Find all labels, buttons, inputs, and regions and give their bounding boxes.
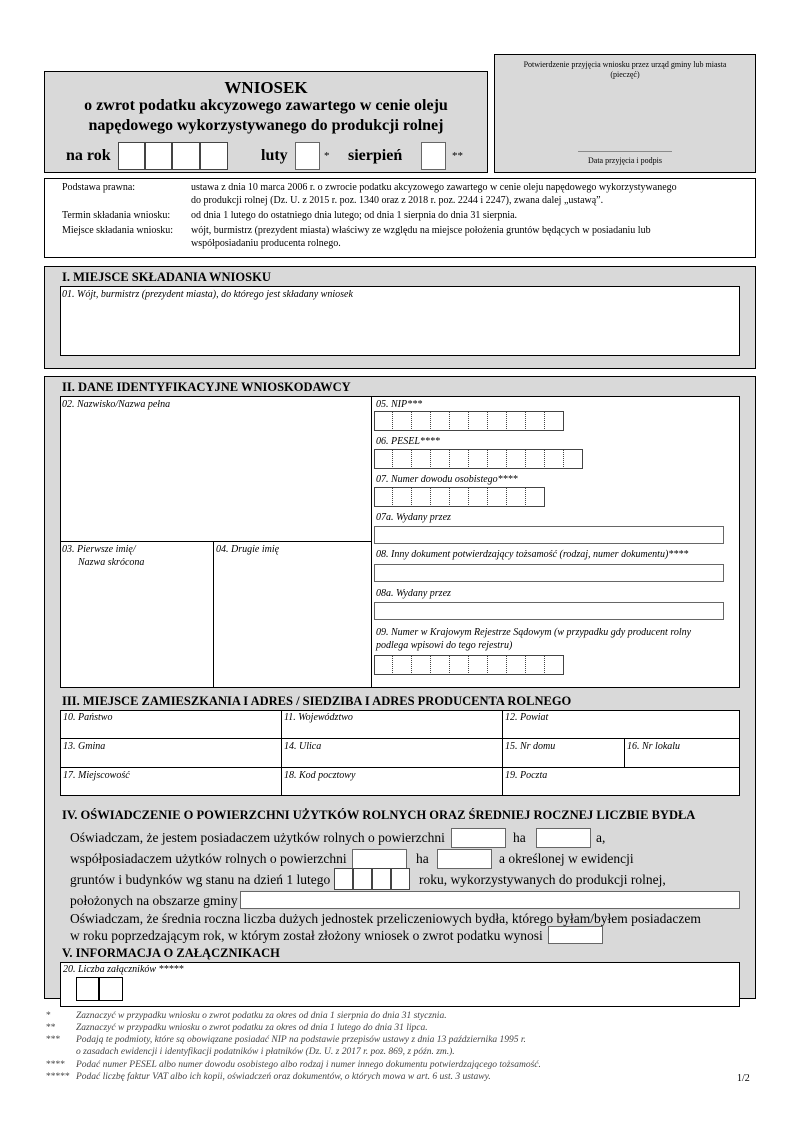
field-01-label: 01. Wójt, burmistrz (prezydent miasta), do którego jest składany wniosek (62, 289, 353, 300)
field-15-label: 15. Nr domu (505, 741, 556, 752)
address-row-divider-2 (60, 767, 740, 768)
field-13-label: 13. Gmina (63, 741, 106, 752)
field-10-label: 10. Państwo (63, 712, 113, 723)
field-07-label: 07. Numer dowodu osobistego**** (376, 474, 518, 485)
field-14-label: 14. Ulica (284, 741, 322, 752)
field-18-label: 18. Kod pocztowy (284, 770, 356, 781)
evidence-year-input[interactable] (334, 868, 410, 890)
statement-line-4: położonych na obszarze gminy (70, 893, 238, 908)
pesel-input[interactable] (374, 449, 583, 469)
statement-line-5: Oświadczam, że średnia roczna liczba dużych jednostek przeliczeniowych bydła, którego byłam/byłem posiadaczem (70, 911, 701, 926)
form-subtitle-2: napędowego wykorzystywanego do produkcji rolnej (88, 117, 444, 134)
field-09-label-2: podlega wpisowi do tego rejestru) (376, 640, 513, 651)
footnote-4: **** Podać numer PESEL albo numer dowodu osobistego albo rodzaj i numer innego dokumentu potwierdzającego tożsamość. (46, 1060, 541, 1070)
section-1-title: I. MIEJSCE SKŁADANIA WNIOSKU (62, 270, 271, 284)
miejsce-text-1: wójt, burmistrz (prezydent miasta) właściwy ze względu na miejsce położenia gruntów będących w posiadaniu lub (191, 225, 651, 236)
statement-line-3-end: roku, wykorzystywanych do produkcji rolnej, (419, 872, 666, 887)
field-08-label: 08. Inny dokument potwierdzający tożsamość (rodzaj, numer dokumentu)**** (376, 549, 689, 560)
owned-area-ha-input[interactable] (451, 828, 506, 848)
cattle-average-input[interactable] (548, 926, 603, 944)
podstawa-label: Podstawa prawna: (62, 182, 136, 193)
field-09-label-1: 09. Numer w Krajowym Rejestrze Sądowym (w przypadku gdy producent rolny (376, 627, 692, 638)
address-col-divider-3 (624, 738, 625, 767)
section-2-title: II. DANE IDENTYFIKACYJNE WNIOSKODAWCY (62, 380, 351, 394)
footnote-3: *** Podają te podmioty, które są obowiązane posiadać NIP na podstawie przepisów ustawy z dnia 13 października 1995 r. (46, 1035, 526, 1045)
stamp-dots: ............................................... (578, 145, 672, 154)
owned-a-unit: a, (596, 830, 606, 845)
field-08a-input[interactable] (374, 602, 724, 620)
field-02-label: 02. Nazwisko/Nazwa pełna (62, 399, 171, 410)
statement-line-2-end: a określonej w ewidencji (499, 851, 634, 866)
podstawa-text-1: ustawa z dnia 10 marca 2006 r. o zwrocie podatku akcyzowego zawartego w cenie oleju napędowego wykorzystywanego (191, 182, 677, 193)
field-19-label: 19. Poczta (505, 770, 548, 781)
termin-text: od dnia 1 lutego do ostatniego dnia lutego; od dnia 1 sierpnia do dnia 31 sierpnia. (191, 210, 518, 221)
sierpien-label: sierpień (348, 147, 403, 164)
footnote-5: ***** Podać liczbę faktur VAT albo ich kopii, oświadczeń oraz dokumentów, o których mowa w art. 6 ust. 3 ustawy. (46, 1072, 491, 1082)
statement-line-6: w roku poprzedzającym rok, w którym został złożony wniosek o zwrot podatku wynosi (70, 928, 543, 943)
field-02-input[interactable] (62, 412, 368, 538)
statement-line-2: współposiadaczem użytków rolnych o powierzchni (70, 851, 347, 866)
podstawa-text-2: do produkcji rolnej (Dz. U. z 2015 r. poz. 1340 oraz z 2018 r. poz. 2244 i 2247), zwana dalej „ustawą”. (191, 195, 604, 206)
coowned-ha-unit: ha (416, 851, 429, 866)
field-03-label-2: Nazwa skrócona (78, 557, 145, 568)
field-20-label: 20. Liczba załączników ***** (63, 964, 184, 975)
statement-line-1: Oświadczam, że jestem posiadaczem użytków rolnych o powierzchni (70, 830, 445, 845)
address-col-divider-2 (502, 710, 503, 796)
footnote-3-cont: o zasadach ewidencji i identyfikacji podatników i płatników (Dz. U. z 2017 r. poz. 869, z późn. zm.). (76, 1047, 455, 1057)
section-4-title: IV. OŚWIADCZENIE O POWIERZCHNI UŻYTKÓW ROLNYCH ORAZ ŚREDNIEJ ROCZNEJ LICZBIE BYDŁA (62, 808, 696, 822)
address-grid (60, 710, 740, 796)
footnote-2: ** Zaznaczyć w przypadku wniosku o zwrot podatku za okres od dnia 1 lutego do dnia 31 lipca. (46, 1023, 428, 1033)
nip-input[interactable] (374, 411, 564, 431)
divider-name (213, 541, 214, 688)
field-07a-input[interactable] (374, 526, 724, 544)
form-subtitle-1: o zwrot podatku akcyzowego zawartego w cenie oleju (84, 97, 448, 114)
miejsce-label: Miejsce składania wniosku: (62, 225, 174, 236)
divider-horizontal (60, 541, 371, 542)
id-number-input[interactable] (374, 487, 545, 507)
address-row-divider-1 (60, 738, 740, 739)
krs-input[interactable] (374, 655, 564, 675)
year-input[interactable] (118, 142, 228, 170)
gmina-area-input[interactable] (240, 891, 740, 909)
attachments-count-input[interactable] (76, 977, 123, 1001)
field-05-label: 05. NIP*** (376, 399, 423, 410)
owned-area-a-input[interactable] (536, 828, 591, 848)
field-07a-label: 07a. Wydany przez (376, 512, 451, 523)
address-col-divider-1 (281, 710, 282, 796)
field-06-label: 06. PESEL**** (376, 436, 440, 447)
coowned-area-a-input[interactable] (437, 849, 492, 869)
divider-vertical (371, 396, 372, 688)
field-12-label: 12. Powiat (505, 712, 549, 723)
owned-ha-unit: ha (513, 830, 526, 845)
sierpien-checkbox[interactable] (421, 142, 446, 170)
luty-label: luty (261, 147, 288, 164)
luty-checkbox[interactable] (295, 142, 320, 170)
section-3-title: III. MIEJSCE ZAMIESZKANIA I ADRES / SIEDZIBA I ADRES PRODUCENTA ROLNEGO (62, 694, 572, 708)
sierpien-mark: ** (452, 150, 463, 162)
form-title: WNIOSEK (224, 78, 308, 97)
na-rok-label: na rok (66, 147, 111, 164)
page-number: 1/2 (737, 1073, 750, 1084)
field-08-input[interactable] (374, 564, 724, 582)
field-17-label: 17. Miejscowość (63, 770, 130, 781)
stamp-date-label: Data przyjęcia i podpis (588, 156, 662, 165)
termin-label: Termin składania wniosku: (62, 210, 171, 221)
coowned-area-ha-input[interactable] (352, 849, 407, 869)
stamp-title-2: (pieczęć) (610, 70, 640, 79)
footnote-1: * Zaznaczyć w przypadku wniosku o zwrot podatku za okres od dnia 1 sierpnia do dnia 31 stycznia. (46, 1011, 447, 1021)
luty-mark: * (324, 150, 330, 162)
miejsce-text-2: współposiadaniu producenta rolnego. (191, 238, 341, 249)
field-04-label: 04. Drugie imię (216, 544, 280, 555)
section-5-title: V. INFORMACJA O ZAŁĄCZNIKACH (62, 946, 280, 960)
field-11-label: 11. Województwo (284, 712, 353, 723)
field-08a-label: 08a. Wydany przez (376, 588, 451, 599)
stamp-title: Potwierdzenie przyjęcia wniosku przez urząd gminy lub miasta (523, 60, 727, 69)
statement-line-3: gruntów i budynków wg stanu na dzień 1 lutego (70, 872, 331, 887)
field-03-label-1: 03. Pierwsze imię/ (62, 544, 136, 555)
field-16-label: 16. Nr lokalu (627, 741, 681, 752)
